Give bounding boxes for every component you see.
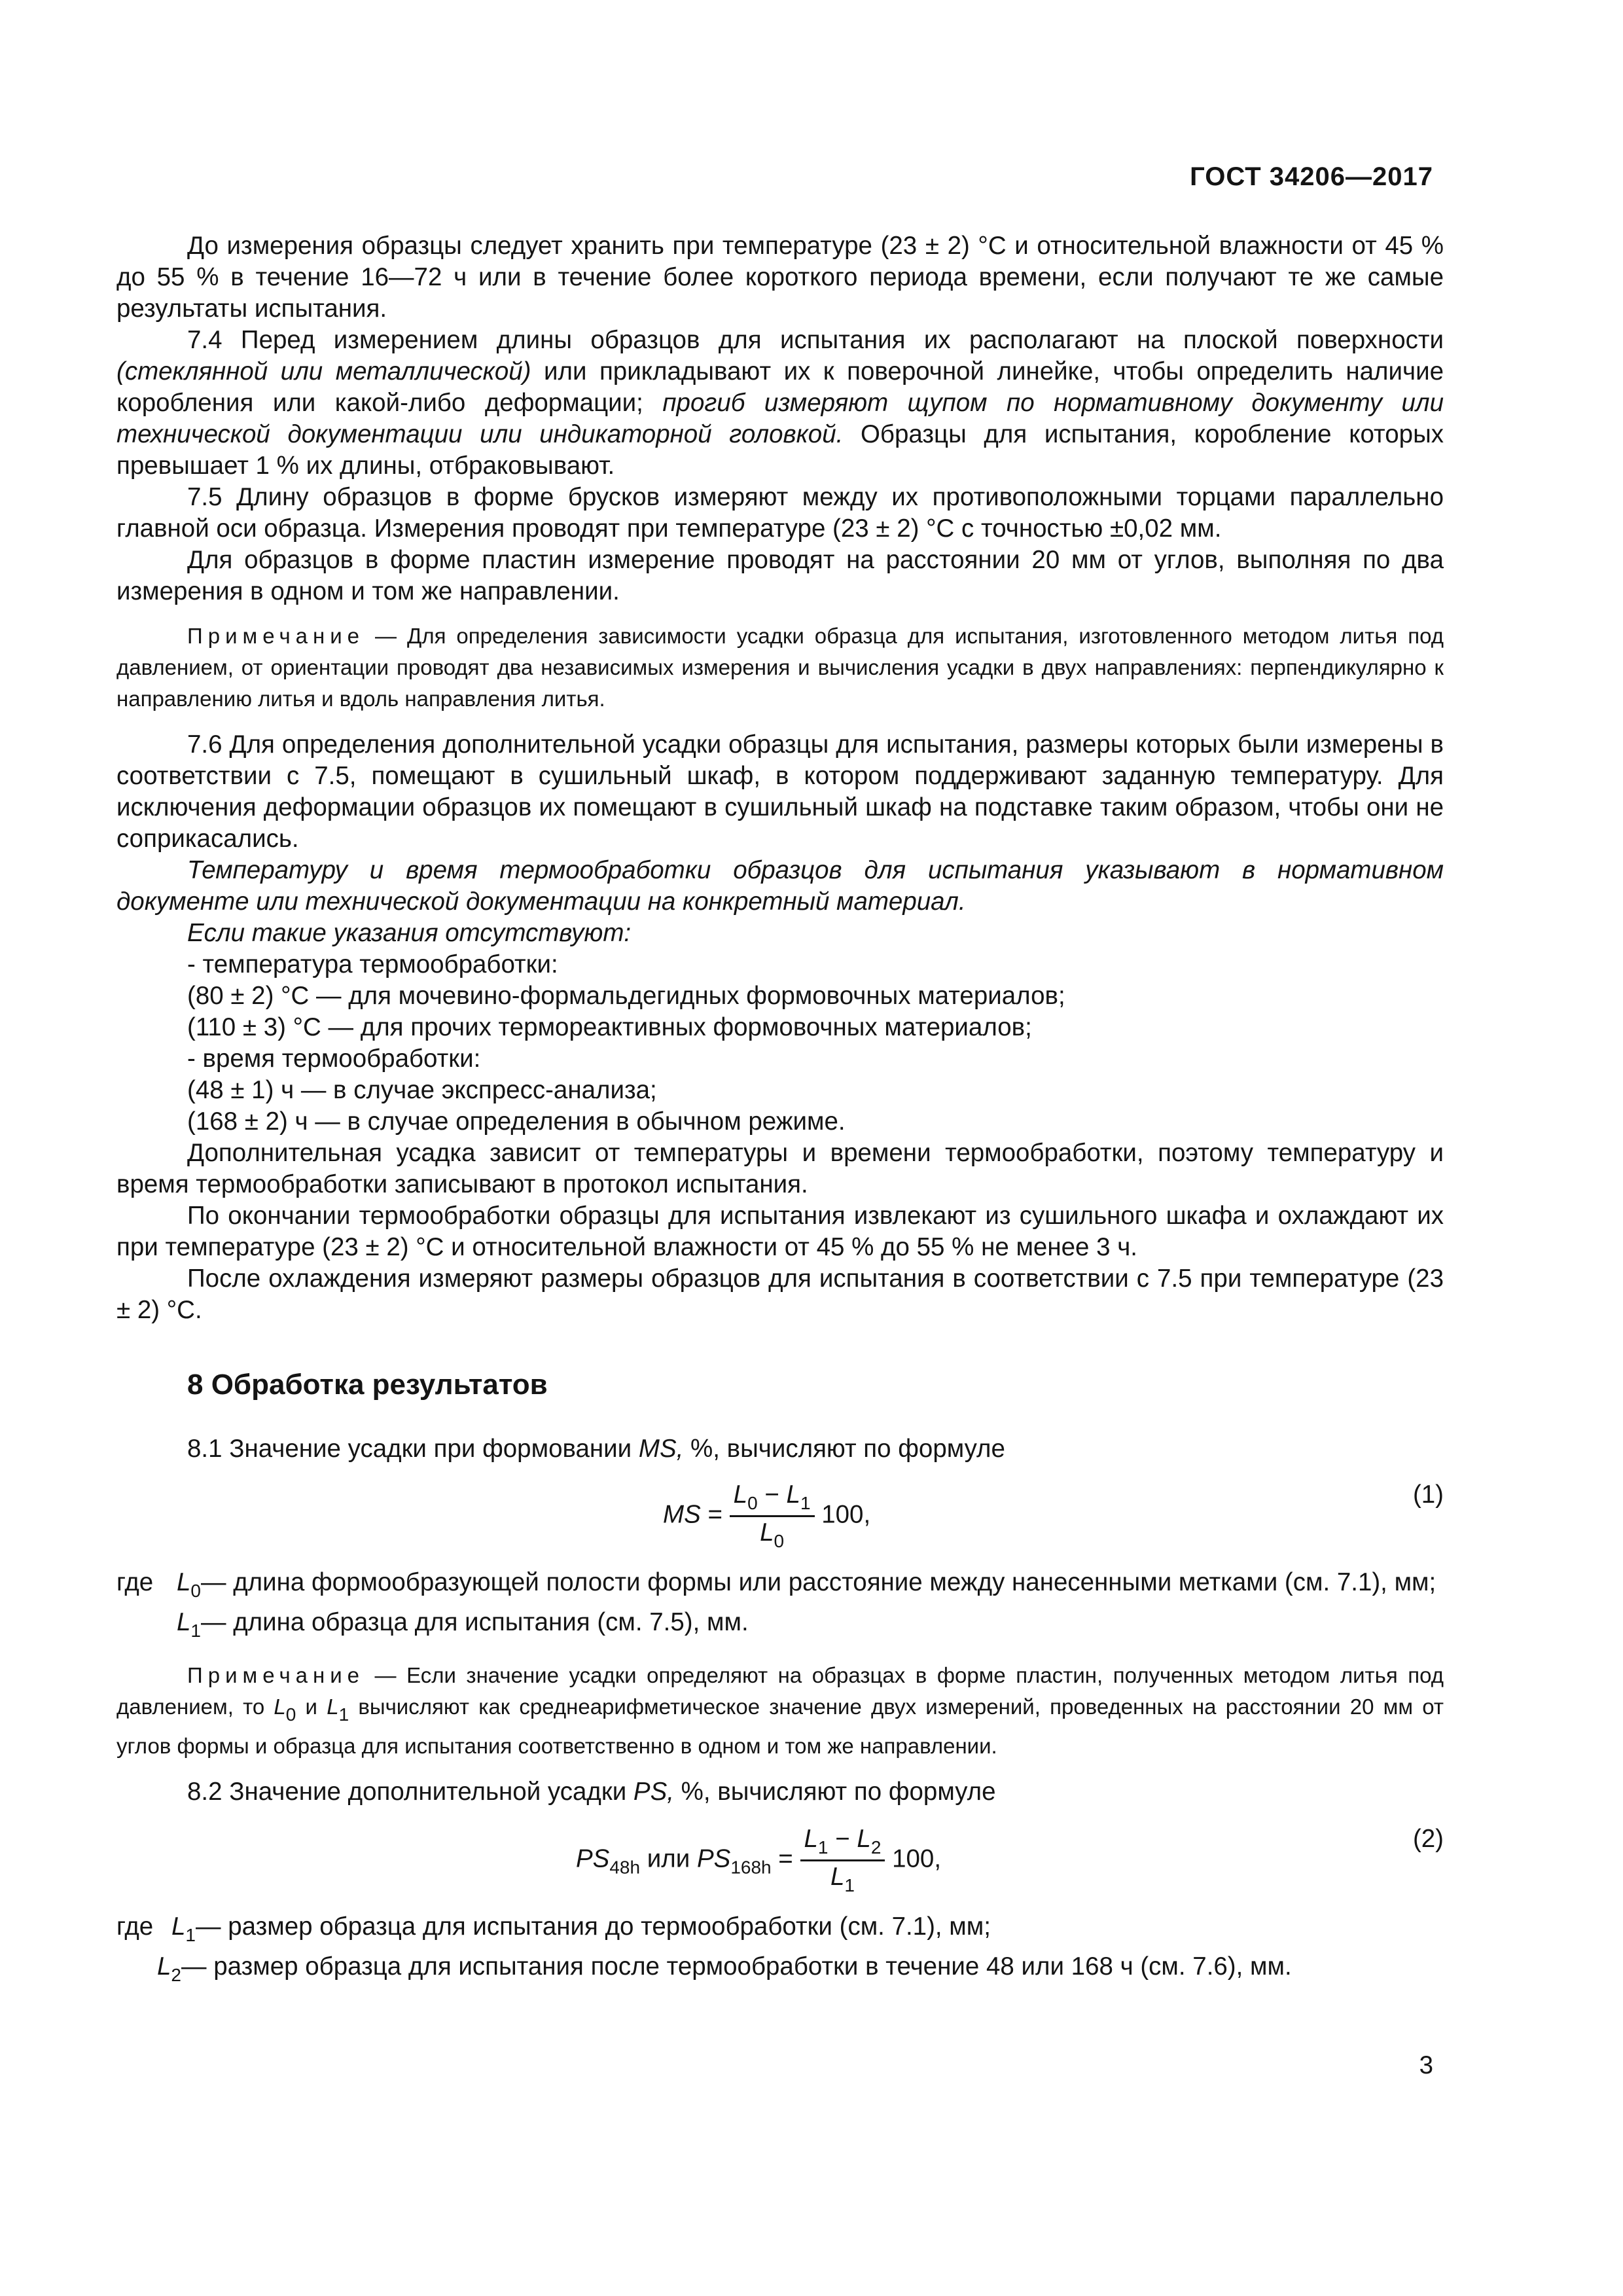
list-item: (168 ± 2) ч — в случае определения в обычном режиме.	[187, 1107, 846, 1136]
subscript: 1	[190, 1621, 201, 1641]
document-header: ГОСТ 34206—2017	[1190, 162, 1433, 191]
where-text: — длина формообразующей полости формы или расстояние между нанесенными метками (см. 7.1), мм;	[201, 1568, 1436, 1596]
formula-symbol: MS	[663, 1500, 701, 1529]
symbol: L	[177, 1608, 191, 1636]
note-label: Примечание	[187, 624, 365, 648]
text-run-italic: PS,	[633, 1778, 674, 1806]
text-run: Образцы для испытания, коробление которых превышает 1 % их длины, отбраковывают.	[116, 420, 1444, 480]
paragraph-additional-shrinkage: Дополнительная усадка зависит от температуры и времени термообработки, поэтому температуру и время термообработки записывают в протокол испытания.	[116, 1139, 1444, 1198]
paragraph-8-1	[116, 1433, 1444, 1465]
text-run-italic: MS,	[638, 1435, 684, 1463]
list-item: (80 ± 2) °С — для мочевино-формальдегидных формовочных материалов;	[187, 982, 1065, 1010]
formula-eq: =	[771, 1844, 800, 1873]
note-label: Примечание	[187, 1663, 365, 1687]
paragraph-8-2	[116, 1776, 1444, 1808]
list-item: - время термообработки:	[187, 1045, 481, 1073]
paragraph-after-cooling: После охлаждения измеряют размеры образцов для испытания в соответствии с 7.5 при температуре (23 ± 2) °С.	[116, 1265, 1444, 1324]
where-row	[116, 1911, 1444, 1951]
symbol-l2	[157, 1951, 181, 1991]
formula-symbol: PS	[696, 1844, 731, 1873]
where-row	[116, 1951, 1444, 1991]
symbol-l1	[166, 1911, 196, 1951]
symbol: L	[786, 1480, 800, 1509]
paragraph-7-6: 7.6 Для определения дополнительной усадки образцы для испытания, размеры которых были измерены в соответствии с 7.5, помещают в сушильный шкаф, в котором поддерживают заданную температуру. Для исключения деформации образцов их помещают в сушильный шкаф на подставке таким образом, чтобы они не соприкасались.	[116, 730, 1444, 853]
subscript: 1	[817, 1837, 829, 1857]
note-plates	[116, 1660, 1444, 1762]
text-run: или прикладывают их к поверочной линейке, чтобы определить наличие коробления или какой-либо деформации;	[116, 357, 1444, 417]
symbol: L	[760, 1518, 774, 1547]
subscript: 168h	[730, 1857, 772, 1878]
formula-1	[116, 1480, 1444, 1567]
text-run: 8.2 Значение дополнительной усадки	[187, 1778, 633, 1806]
formula-2	[116, 1825, 1444, 1911]
list-item: (110 ± 3) °С — для прочих термореактивных формовочных материалов;	[187, 1013, 1032, 1041]
formula-number: (1)	[1412, 1480, 1444, 1509]
where-row	[116, 1567, 1444, 1607]
where-label: где	[116, 1912, 154, 1941]
subscript: 2	[171, 1965, 181, 1985]
symbol: L	[733, 1480, 748, 1509]
list-item: - температура термообработки:	[187, 950, 558, 978]
fraction-numerator	[800, 1825, 885, 1861]
subscript: 1	[844, 1875, 855, 1895]
formula-1-expression	[663, 1480, 870, 1552]
formula-number: (2)	[1412, 1825, 1444, 1853]
symbol: L	[804, 1825, 818, 1853]
note-orientation	[116, 620, 1444, 715]
note-text: — Если значение усадки определяют на образцах в форме пластин, полученных методом литья под давлением, то	[116, 1663, 1444, 1719]
paragraph-7-5: 7.5 Длину образцов в форме брусков измеряют между их противоположными торцами параллельно главной оси образца. Измерения проводят при температуре (23 ± 2) °С с точностью ±0,02 мм.	[116, 483, 1444, 543]
section-heading-8: 8 Обработка результатов	[187, 1369, 548, 1401]
paragraph-7-6-if: Если такие указания отсутствуют:	[187, 919, 632, 947]
symbol-l1	[177, 1607, 201, 1647]
text-run-italic: (стеклянной или металлической)	[116, 357, 531, 386]
paragraph-storage: До измерения образцы следует хранить при температуре (23 ± 2) °С и относительной влажности от 45 % до 55 % в течение 16—72 ч или в течение более короткого периода времени, если получают те же самые результаты испытания.	[116, 232, 1444, 323]
formula-eq: =	[700, 1500, 730, 1529]
symbol: L	[857, 1825, 871, 1853]
text-run: 7.4 Перед измерением длины образцов для испытания их располагают на плоской поверхности	[187, 326, 1444, 354]
paragraph-7-5-plates: Для образцов в форме пластин измерение проводят на расстоянии 20 мм от углов, выполняя по два измерения в одном и том же направлении.	[116, 546, 1444, 605]
formula-tail: 100,	[814, 1500, 871, 1529]
where-block-1	[116, 1567, 1444, 1647]
symbol: L	[171, 1912, 186, 1941]
paragraph-after-heat: По окончании термообработки образцы для испытания извлекают из сушильного шкафа и охлаждают их при температуре (23 ± 2) °С и относительной влажности от 45 % до 55 % не менее 3 ч.	[116, 1202, 1444, 1261]
fraction-denominator	[800, 1861, 885, 1896]
symbol: L	[177, 1568, 191, 1596]
formula-fraction	[730, 1480, 815, 1552]
text-run: %, вычисляют по формуле	[683, 1435, 1005, 1463]
subscript: 48h	[609, 1857, 641, 1878]
subscript: 1	[338, 1704, 349, 1725]
text-run: %, вычисляют по формуле	[673, 1778, 996, 1806]
where-row	[116, 1607, 1444, 1647]
formula-2-expression	[576, 1825, 941, 1896]
subscript: 0	[190, 1581, 201, 1601]
subscript: 0	[747, 1493, 758, 1513]
formula-tail: 100,	[885, 1844, 942, 1873]
note-text: и	[296, 1695, 327, 1719]
page-number: 3	[1419, 2051, 1433, 2079]
formula-or: или	[640, 1844, 697, 1873]
where-text: — размер образца для испытания до термообработки (см. 7.1), мм;	[196, 1912, 991, 1941]
where-text: — длина образца для испытания (см. 7.5), мм.	[201, 1608, 749, 1636]
where-block-2	[116, 1911, 1444, 1991]
subscript: 2	[870, 1837, 882, 1857]
operator: −	[828, 1825, 857, 1853]
subscript: 1	[800, 1493, 811, 1513]
fraction-denominator	[730, 1517, 815, 1552]
list-item: (48 ± 1) ч — в случае экспресс-анализа;	[187, 1076, 657, 1104]
symbol: L	[157, 1952, 171, 1981]
symbol: L	[830, 1863, 845, 1891]
fraction-numerator	[730, 1480, 815, 1517]
symbol: L	[327, 1695, 339, 1719]
text-run: 8.1 Значение усадки при формовании	[187, 1435, 639, 1463]
subscript: 1	[185, 1925, 196, 1945]
subscript: 0	[285, 1704, 296, 1725]
symbol: L	[274, 1695, 286, 1719]
subscript: 0	[774, 1531, 785, 1551]
formula-fraction	[800, 1825, 885, 1896]
note-text: вычисляют как среднеарифметическое значение двух измерений, проведенных на расстоянии 20 мм от углов формы и образца для испытания соответственно в одном и том же направлении.	[116, 1695, 1444, 1758]
where-label: где	[116, 1568, 154, 1596]
where-text: — размер образца для испытания после термообработки в течение 48 или 168 ч (см. 7.6), мм.	[181, 1952, 1292, 1981]
formula-symbol: PS	[576, 1844, 610, 1873]
paragraph-7-4	[116, 325, 1444, 482]
symbol-l0	[171, 1567, 201, 1607]
paragraph-7-6-italic: Температуру и время термообработки образцов для испытания указывают в нормативном документе или технической документации на конкретный материал.	[116, 856, 1444, 916]
operator: −	[757, 1480, 787, 1509]
document-body	[116, 230, 1444, 1991]
text-run-italic: прогиб измеряют щупом по нормативному документу или технической документации или индикаторной головкой.	[116, 389, 1444, 448]
note-text: — Для определения зависимости усадки образца для испытания, изготовленного методом литья под давлением, от ориентации проводят два независимых измерения и вычисления усадки в двух направлениях: перпендикулярно к направлению литья и вдоль направления литья.	[116, 624, 1444, 711]
